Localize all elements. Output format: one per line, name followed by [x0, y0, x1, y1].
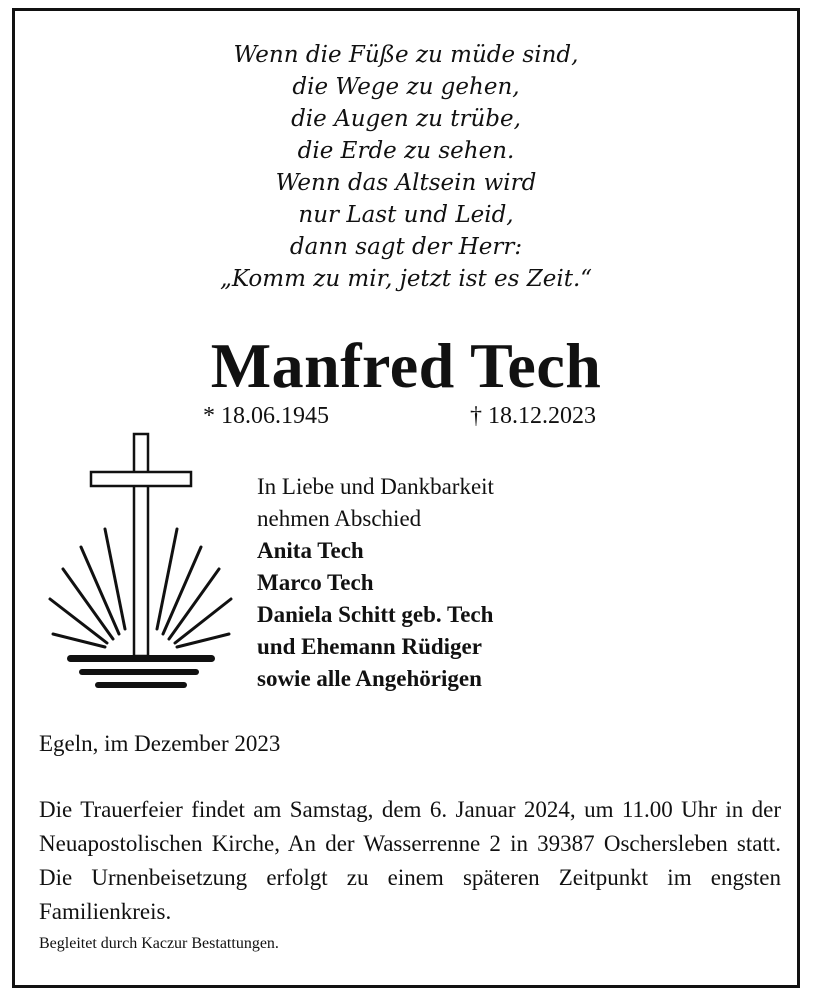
mourner-name: Daniela Schitt geb. Tech	[257, 602, 494, 627]
mourner-name: Marco Tech	[257, 570, 374, 595]
mourners-intro: In Liebe und Dankbarkeit	[257, 474, 494, 499]
poem	[15, 39, 797, 295]
poem-line: „Komm zu mir, jetzt ist es Zeit.“	[219, 266, 593, 292]
mourners	[257, 471, 494, 695]
poem-line: nur Last und Leid,	[298, 202, 514, 228]
mourner-name: Anita Tech	[257, 538, 364, 563]
birth-date: * 18.06.1945	[203, 403, 329, 429]
service-details: Die Trauerfeier findet am Samstag, dem 6. Januar 2024, um 11.00 Uhr in der Neuapostolischen Kirche, An der Wasserrenne 2 in 39387 Oschersleben statt. Die Urnenbeisetzung erfolgt zu einem späteren Zeitpunkt im engsten Familienkreis.	[39, 797, 781, 924]
poem-line: die Wege zu gehen,	[292, 74, 520, 100]
cross-sunrise-icon	[35, 429, 235, 699]
poem-line: die Augen zu trübe,	[291, 106, 521, 132]
mourner-name: und Ehemann Rüdiger	[257, 634, 482, 659]
poem-line: Wenn das Altsein wird	[275, 170, 537, 196]
poem-line: dann sagt der Herr:	[289, 234, 523, 260]
poem-line: die Erde zu sehen.	[297, 138, 515, 164]
deceased-name: Manfred Tech	[210, 330, 602, 401]
obituary-card	[12, 8, 800, 988]
place-date: Egeln, im Dezember 2023	[39, 731, 281, 756]
funeral-home-credit: Begleitet durch Kaczur Bestattungen.	[39, 935, 279, 952]
death-date: † 18.12.2023	[470, 403, 596, 429]
mourner-name: sowie alle Angehörigen	[257, 666, 482, 691]
poem-line: Wenn die Füße zu müde sind,	[233, 42, 579, 68]
mourners-intro: nehmen Abschied	[257, 506, 422, 531]
